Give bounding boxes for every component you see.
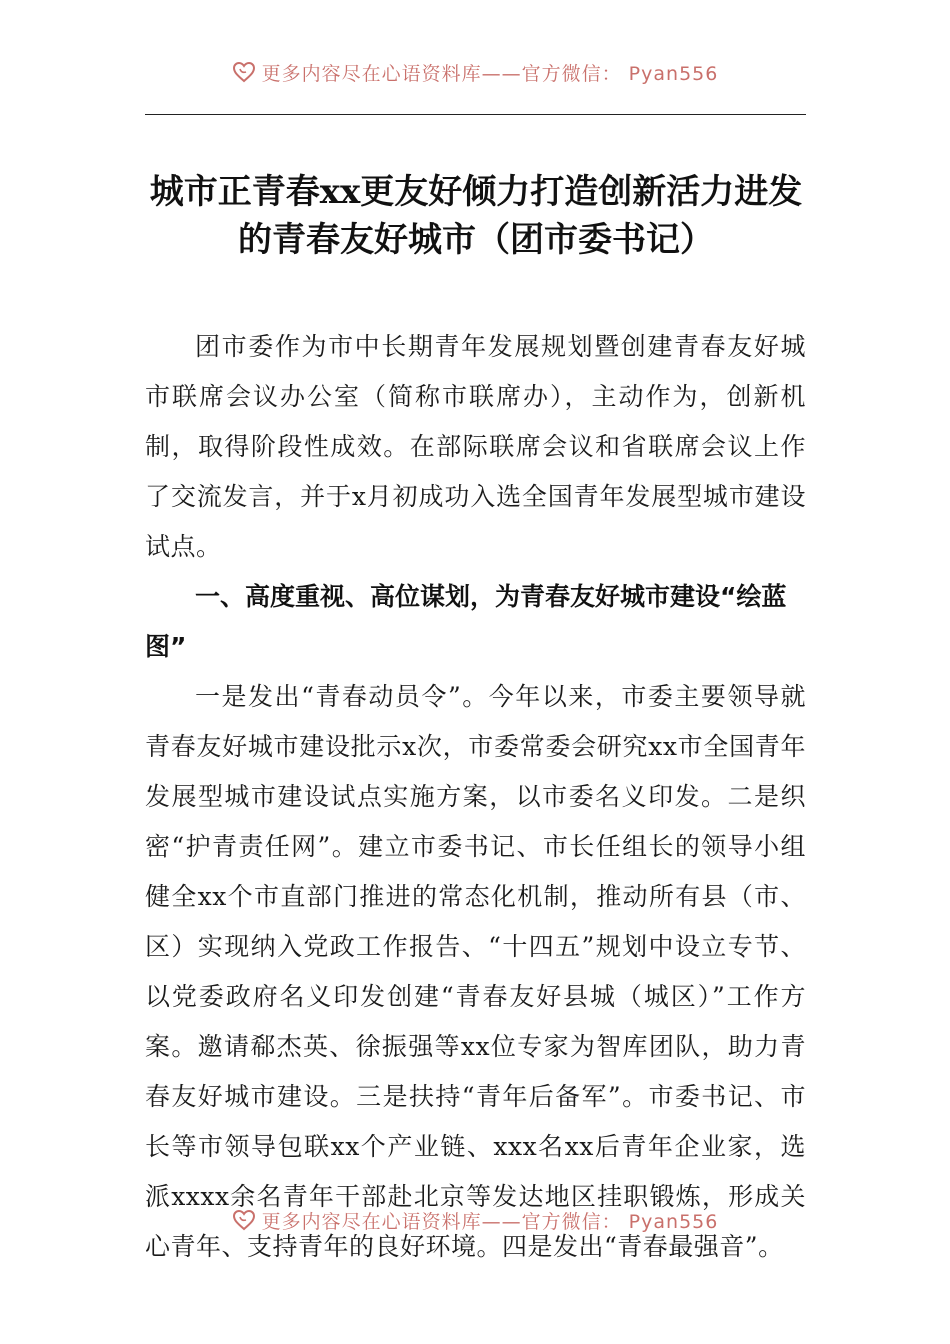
- heart-logo-icon: [232, 1208, 256, 1232]
- header-rule: [145, 114, 806, 115]
- section-heading: 一、高度重视、高位谋划，为青春友好城市建设“绘蓝图”: [145, 582, 787, 661]
- document-title: 城市正青春xx更友好倾力打造创新活力进发的青春友好城市（团市委书记）: [149, 172, 803, 260]
- watermark-text: 更多内容尽在心语资料库——官方微信： Pyan556: [261, 1210, 719, 1232]
- watermark-bottom: [0, 1200, 950, 1232]
- intro-paragraph: 团市委作为市中长期青年发展规划暨创建青春友好城市联席会议办公室（简称市联席办），主动作为，创新机制，取得阶段性成效。在部际联席会议和省联席会议上作了交流发言，并于x月初成功入选全国青年发展型城市建设试点。: [145, 332, 806, 561]
- watermark-text: 更多内容尽在心语资料库——官方微信： Pyan556: [261, 62, 719, 84]
- watermark-top: [0, 52, 950, 84]
- document-body: [145, 322, 806, 1272]
- section-paragraph: 一是发出“青春动员令”。今年以来，市委主要领导就青春友好城市建设批示x次，市委常委会研究xx市全国青年发展型城市建设试点实施方案，以市委名义印发。二是织密“护青责任网”。建立市委书记、市长任组长的领导小组健全xx个市直部门推进的常态化机制，推动所有县（市、区）实现纳入党政工作报告、“十四五”规划中设立专节、以党委政府名义印发创建“青春友好县城（城区）”工作方案。邀请郗杰英、徐振强等xx位专家为智库团队，助力青春友好城市建设。三是扶持“青年后备军”。市委书记、市长等市领导包联xx个产业链、xxx名xx后青年企业家，选派xxxx余名青年干部赴北京等发达地区挂职锻炼，形成关心青年、支持青年的良好环境。四是发出“青春最强音”。: [145, 682, 806, 1261]
- heart-logo-icon: [232, 60, 256, 84]
